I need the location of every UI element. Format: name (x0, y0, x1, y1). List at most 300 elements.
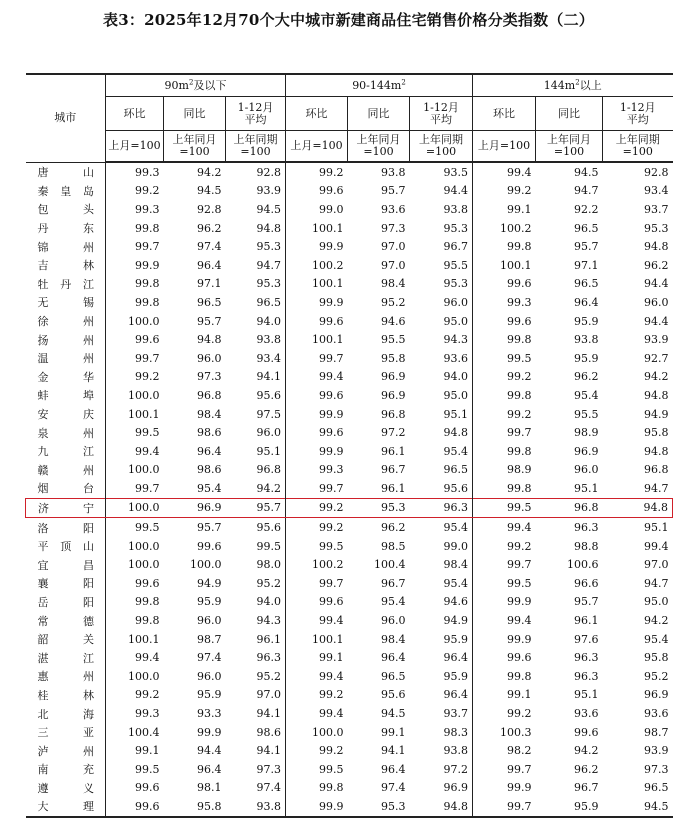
header-line: 上年同月 (547, 133, 591, 146)
index-value: 93.6 (443, 351, 468, 365)
index-value: 95.1 (644, 521, 669, 535)
index-value: 95.9 (197, 688, 222, 702)
index-value: 96.8 (197, 388, 222, 402)
yoy-header (348, 97, 410, 131)
index-value: 100.3 (473, 723, 536, 742)
city-name: 扬州 (37, 333, 94, 347)
index-value: 96.4 (443, 651, 468, 665)
index-value: 95.2 (256, 669, 281, 683)
city-name: 温州 (37, 352, 94, 366)
index-value: 95.5 (443, 258, 468, 272)
index-value: 99.3 (106, 704, 164, 723)
header-line: 上月=100 (108, 139, 161, 152)
index-value: 99.5 (473, 498, 536, 518)
index-value: 95.9 (197, 595, 222, 609)
index-value: 100.2 (286, 256, 348, 275)
table-row (26, 518, 673, 537)
index-value: 96.4 (197, 258, 222, 272)
index-value: 95.5 (574, 407, 599, 421)
index-value: 99.5 (106, 423, 164, 442)
index-value: 93.8 (574, 333, 599, 347)
index-value: 97.2 (381, 426, 406, 440)
index-value: 98.5 (381, 539, 406, 553)
yoy-header (164, 97, 226, 131)
index-value: 96.5 (256, 295, 281, 309)
index-value: 95.2 (256, 576, 281, 590)
index-value: 96.9 (381, 388, 406, 402)
header-line: =100 (179, 145, 210, 158)
index-value: 97.3 (644, 762, 669, 776)
index-value: 99.9 (286, 237, 348, 256)
index-value: 94.0 (256, 314, 281, 328)
index-value: 95.3 (443, 221, 468, 235)
index-value: 95.8 (164, 797, 226, 817)
index-value: 96.9 (381, 370, 406, 384)
index-value: 99.8 (473, 442, 536, 461)
header-line: 同比 (558, 106, 580, 120)
table-row (26, 667, 673, 686)
index-value: 100.2 (473, 219, 536, 238)
index-value: 99.7 (106, 349, 164, 368)
index-value: 99.2 (473, 537, 536, 556)
city-name: 烟台 (37, 482, 94, 496)
index-value: 99.8 (106, 275, 164, 294)
mom-base-header (473, 131, 536, 163)
index-value: 93.8 (256, 333, 281, 347)
index-value: 95.6 (256, 388, 281, 402)
index-value: 99.8 (286, 779, 348, 798)
index-value: 94.8 (410, 797, 473, 817)
header-line: 上月=100 (290, 139, 343, 152)
index-value: 95.0 (443, 314, 468, 328)
index-value: 95.7 (574, 240, 599, 254)
avg-header (603, 97, 673, 131)
index-value: 94.4 (644, 277, 669, 291)
index-value: 99.2 (106, 368, 164, 387)
yoy-base-header (164, 131, 226, 163)
index-value: 99.9 (286, 797, 348, 817)
index-value: 96.9 (443, 781, 468, 795)
index-value: 96.3 (574, 521, 599, 535)
index-value: 99.8 (473, 386, 536, 405)
index-value: 97.2 (443, 762, 468, 776)
index-value: 99.6 (106, 779, 164, 798)
index-value: 96.9 (644, 688, 669, 702)
index-value: 94.0 (256, 595, 281, 609)
avg-base-header (226, 131, 286, 163)
city-name: 桂林 (37, 688, 94, 702)
table-row (26, 423, 673, 442)
index-value: 99.2 (286, 686, 348, 705)
group-header-medium: $90-144m^2$ (286, 74, 473, 97)
city-name: 徐州 (37, 315, 94, 329)
table-row (26, 386, 673, 405)
index-value: 94.7 (644, 576, 669, 590)
city-name: 蚌埠 (37, 389, 94, 403)
index-value: 96.1 (381, 444, 406, 458)
index-value: 99.2 (473, 704, 536, 723)
index-value: 96.4 (197, 444, 222, 458)
price-index-table (25, 73, 672, 818)
index-value: 99.1 (106, 741, 164, 760)
index-value: 100.0 (106, 555, 164, 574)
index-value: 97.1 (197, 277, 222, 291)
index-value: 99.1 (473, 686, 536, 705)
index-value: 99.5 (286, 537, 348, 556)
index-value: 99.3 (106, 162, 164, 182)
index-value: 95.0 (443, 388, 468, 402)
header-line: 上月=100 (477, 139, 531, 152)
index-value: 94.8 (256, 221, 281, 235)
index-value: 92.8 (644, 165, 669, 179)
index-value: 94.2 (644, 370, 669, 384)
index-value: 98.4 (381, 277, 406, 291)
table-row (26, 479, 673, 498)
index-value: 93.9 (644, 744, 669, 758)
index-value: 95.9 (536, 797, 603, 817)
table-row (26, 760, 673, 779)
index-value: 99.6 (106, 797, 164, 817)
index-value: 96.5 (381, 669, 406, 683)
index-value: 96.3 (574, 651, 599, 665)
index-value: 92.8 (256, 165, 281, 179)
city-name: 泉州 (37, 426, 94, 440)
index-value: 95.3 (256, 277, 281, 291)
index-value: 93.9 (256, 184, 281, 198)
header-line: 同比 (183, 106, 206, 120)
index-value: 99.6 (286, 593, 348, 612)
index-value: 97.6 (574, 632, 599, 646)
index-value: 95.6 (443, 481, 468, 495)
index-value: 99.7 (473, 760, 536, 779)
city-name: 襄阳 (37, 577, 94, 591)
index-value: 95.8 (644, 651, 669, 665)
index-value: 93.7 (644, 202, 669, 216)
table-row (26, 293, 673, 312)
index-value: 99.7 (473, 555, 536, 574)
index-value: 95.7 (381, 184, 406, 198)
index-value: 96.9 (574, 444, 599, 458)
index-value: 94.1 (256, 707, 281, 721)
index-value: 100.1 (473, 256, 536, 275)
index-value: 94.9 (644, 407, 669, 421)
index-value: 97.4 (381, 781, 406, 795)
table-row (26, 442, 673, 461)
index-value: 100.1 (286, 275, 348, 294)
index-value: 97.4 (197, 651, 222, 665)
index-value: 96.5 (197, 295, 222, 309)
header-line: 环比 (123, 106, 146, 120)
index-value: 96.0 (197, 614, 222, 628)
index-value: 96.2 (574, 762, 599, 776)
index-value: 97.0 (381, 240, 406, 254)
avg-base-header (603, 131, 673, 163)
index-value: 99.0 (286, 200, 348, 219)
table-row (26, 162, 673, 182)
index-value: 94.7 (256, 258, 281, 272)
index-value: 94.8 (443, 426, 468, 440)
index-value: 99.6 (286, 423, 348, 442)
city-name: 锦州 (37, 240, 94, 254)
index-value: 99.2 (286, 741, 348, 760)
city-name: 惠州 (37, 670, 94, 684)
index-value: 99.2 (473, 405, 536, 424)
index-value: 94.5 (256, 202, 281, 216)
index-value: 94.8 (644, 388, 669, 402)
index-value: 100.1 (286, 219, 348, 238)
index-value: 94.6 (443, 595, 468, 609)
index-value: 93.8 (443, 744, 468, 758)
index-value: 99.0 (443, 539, 468, 553)
index-value: 94.5 (603, 797, 673, 817)
city-name: 岳阳 (37, 595, 94, 609)
header-line: 上年同月 (172, 133, 217, 146)
index-value: 99.9 (197, 725, 222, 739)
index-value: 94.2 (574, 744, 599, 758)
avg-header (226, 97, 286, 131)
index-value: 96.0 (644, 295, 669, 309)
index-value: 97.3 (256, 762, 281, 776)
index-value: 97.5 (256, 407, 281, 421)
index-value: 99.9 (473, 630, 536, 649)
index-value: 94.1 (256, 370, 281, 384)
table-row (26, 741, 673, 760)
index-value: 94.8 (644, 444, 669, 458)
index-value: 93.8 (226, 797, 286, 817)
index-value: 95.9 (574, 314, 599, 328)
index-value: 94.7 (644, 481, 669, 495)
index-value: 99.6 (286, 182, 348, 201)
index-value: 96.0 (197, 669, 222, 683)
index-value: 99.6 (473, 648, 536, 667)
index-value: 98.3 (443, 725, 468, 739)
header-line: =100 (363, 145, 394, 158)
city-column-header: 城市 (26, 74, 106, 162)
index-value: 93.4 (256, 351, 281, 365)
index-value: 100.0 (106, 667, 164, 686)
index-value: 98.6 (197, 463, 222, 477)
index-value: 95.3 (348, 498, 410, 518)
index-value: 99.8 (473, 479, 536, 498)
index-value: 96.7 (381, 463, 406, 477)
index-value: 99.5 (256, 539, 281, 553)
city-name: 平顶山 (37, 540, 94, 554)
header-line: 1-12月 (237, 100, 274, 114)
index-value: 100.6 (567, 558, 599, 572)
header-line: 同比 (367, 106, 390, 120)
index-value: 95.4 (443, 444, 468, 458)
index-value: 95.6 (256, 521, 281, 535)
index-value: 100.4 (374, 558, 406, 572)
index-value: 99.7 (106, 479, 164, 498)
index-value: 96.1 (381, 481, 406, 495)
index-value: 100.0 (190, 558, 222, 572)
city-name: 常德 (37, 614, 94, 628)
index-value: 99.8 (106, 611, 164, 630)
index-value: 94.2 (197, 165, 222, 179)
index-value: 99.4 (644, 539, 669, 553)
index-value: 98.8 (574, 539, 599, 553)
index-value: 99.2 (106, 686, 164, 705)
index-value: 98.2 (473, 741, 536, 760)
index-value: 96.0 (256, 426, 281, 440)
index-value: 99.5 (106, 760, 164, 779)
index-value: 98.9 (473, 461, 536, 480)
index-value: 94.0 (443, 370, 468, 384)
index-value: 99.4 (106, 648, 164, 667)
city-name: 丹东 (37, 222, 94, 236)
table-row (26, 686, 673, 705)
mom-header (286, 97, 348, 131)
index-value: 95.7 (226, 498, 286, 518)
index-value: 99.1 (473, 200, 536, 219)
table-row (26, 275, 673, 294)
index-value: 99.3 (473, 293, 536, 312)
index-value: 100.0 (106, 537, 164, 556)
index-value: 94.5 (197, 184, 222, 198)
index-value: 94.8 (603, 498, 673, 518)
index-value: 95.4 (197, 481, 222, 495)
index-value: 94.5 (381, 707, 406, 721)
index-value: 99.6 (197, 539, 222, 553)
group-header-large: $144m^2$以上 (473, 74, 673, 97)
index-value: 99.2 (473, 368, 536, 387)
index-value: 99.6 (106, 330, 164, 349)
header-line: =100 (425, 145, 457, 158)
index-value: 94.2 (256, 481, 281, 495)
index-value: 99.2 (473, 182, 536, 201)
table-row (26, 593, 673, 612)
index-value: 98.4 (443, 558, 468, 572)
index-value: 99.5 (473, 349, 536, 368)
header-line: 平均 (430, 112, 452, 126)
index-value: 95.8 (381, 351, 406, 365)
index-value: 93.6 (381, 202, 406, 216)
header-line: 平均 (244, 112, 267, 126)
index-value: 97.3 (381, 221, 406, 235)
index-value: 100.0 (106, 386, 164, 405)
index-value: 99.7 (106, 237, 164, 256)
index-value: 96.0 (197, 351, 222, 365)
index-value: 98.7 (197, 632, 222, 646)
index-value: 100.0 (106, 461, 164, 480)
index-value: 94.1 (381, 744, 406, 758)
header-line: 上年同期 (615, 133, 660, 146)
index-value: 95.1 (574, 688, 599, 702)
index-value: 95.3 (348, 797, 410, 817)
index-value: 96.4 (574, 295, 599, 309)
index-value: 95.9 (443, 669, 468, 683)
index-value: 99.5 (473, 574, 536, 593)
index-value: 99.1 (286, 648, 348, 667)
index-value: 100.4 (106, 723, 164, 742)
index-value: 96.5 (443, 463, 468, 477)
city-name: 泸州 (37, 744, 94, 758)
index-value: 98.4 (381, 632, 406, 646)
index-value: 99.6 (473, 275, 536, 294)
index-value: 99.4 (473, 162, 536, 182)
index-value: 96.8 (644, 463, 669, 477)
index-value: 96.6 (574, 576, 599, 590)
index-value: 99.7 (286, 479, 348, 498)
yoy-base-header (348, 131, 410, 163)
table-row (26, 611, 673, 630)
index-value: 100.1 (286, 630, 348, 649)
table-row (26, 182, 673, 201)
index-value: 99.9 (286, 405, 348, 424)
avg-base-header (410, 131, 473, 163)
city-name: 九江 (37, 445, 94, 459)
index-value: 93.7 (443, 707, 468, 721)
index-value: 97.4 (197, 240, 222, 254)
table-row (26, 648, 673, 667)
city-name: 湛江 (37, 651, 94, 665)
mom-base-header (106, 131, 164, 163)
index-value: 95.9 (443, 632, 468, 646)
index-value: 96.0 (574, 463, 599, 477)
index-value: 99.4 (106, 442, 164, 461)
index-value: 96.7 (443, 240, 468, 254)
index-value: 99.9 (286, 442, 348, 461)
index-value: 94.6 (381, 314, 406, 328)
city-name: 牡丹江 (37, 277, 94, 291)
index-value: 94.3 (443, 333, 468, 347)
index-value: 98.6 (256, 725, 281, 739)
index-value: 98.0 (256, 558, 281, 572)
index-value: 99.3 (106, 200, 164, 219)
index-value: 99.2 (286, 162, 348, 182)
index-value: 99.9 (286, 293, 348, 312)
index-value: 99.2 (286, 518, 348, 537)
index-value: 95.4 (443, 576, 468, 590)
index-value: 94.5 (574, 165, 599, 179)
index-value: 96.8 (381, 407, 406, 421)
index-value: 95.3 (443, 277, 468, 291)
index-value: 99.9 (473, 593, 536, 612)
city-name: 洛阳 (37, 521, 94, 535)
index-value: 95.1 (256, 444, 281, 458)
data-table (25, 73, 673, 818)
index-value: 94.9 (197, 576, 222, 590)
index-value: 99.5 (286, 760, 348, 779)
index-value: 97.3 (197, 370, 222, 384)
index-value: 99.8 (473, 237, 536, 256)
city-name: 吉林 (37, 259, 94, 273)
table-title: 表3：2025年12月70个大中城市新建商品住宅销售价格分类指数（二） (103, 11, 594, 29)
index-value: 99.5 (106, 518, 164, 537)
index-value: 96.1 (574, 614, 599, 628)
table-row (26, 200, 673, 219)
index-value: 97.1 (574, 258, 599, 272)
city-name: 唐山 (37, 166, 94, 180)
table-row (26, 704, 673, 723)
index-value: 96.1 (256, 632, 281, 646)
index-value: 99.4 (473, 611, 536, 630)
index-value: 94.8 (644, 240, 669, 254)
index-value: 97.4 (256, 781, 281, 795)
index-value: 99.2 (286, 498, 348, 518)
index-value: 96.7 (574, 781, 599, 795)
index-value: 99.7 (286, 349, 348, 368)
index-value: 99.8 (473, 330, 536, 349)
index-value: 99.8 (106, 219, 164, 238)
index-value: 99.9 (473, 779, 536, 798)
header-line: =100 (240, 145, 271, 158)
index-value: 94.7 (574, 184, 599, 198)
header-line: 环比 (493, 106, 515, 120)
index-value: 92.7 (644, 351, 669, 365)
index-value: 96.5 (574, 221, 599, 235)
